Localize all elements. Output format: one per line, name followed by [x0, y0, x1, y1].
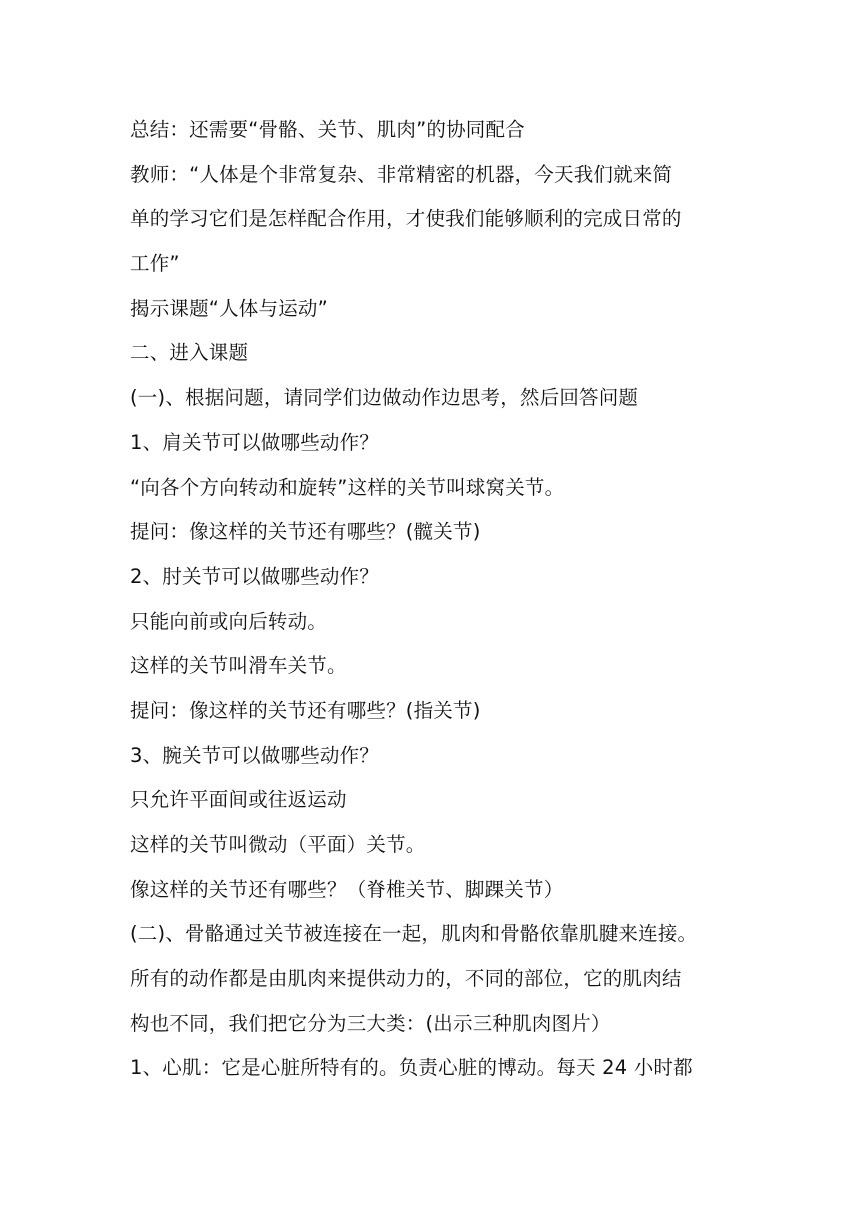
text-line: 这样的关节叫微动（平面）关节。 — [130, 833, 426, 856]
text-line: 2、肘关节可以做哪些动作？ — [130, 564, 380, 588]
text-line: 提问：像这样的关节还有哪些？(髋关节) — [130, 520, 481, 544]
text-line: 单的学习它们是怎样配合作用，才使我们能够顺利的完成日常的 — [130, 207, 682, 231]
text-line: 这样的关节叫滑车关节。 — [130, 654, 347, 678]
document-body — [130, 108, 740, 1091]
text-line: 构也不同，我们把它分为三大类：(出示三种肌肉图片） — [130, 1011, 611, 1035]
text-line: 工作” — [130, 252, 180, 276]
text-line: 只允许平面间或往返运动 — [130, 788, 347, 812]
section-heading: 二、进入课题 — [130, 341, 249, 365]
text-line: 所有的动作都是由肌肉来提供动力的，不同的部位，它的肌肉结 — [130, 967, 682, 991]
text-line: 3、腕关节可以做哪些动作？ — [130, 743, 380, 767]
text-line: 总结：还需要“骨骼、关节、肌肉”的协同配合 — [130, 118, 525, 141]
text-line: (一)、根据问题，请同学们边做动作边思考，然后回答问题 — [130, 386, 639, 410]
text-line: (二)、骨骼通过关节被连接在一起，肌肉和骨骼依靠肌腱来连接。 — [130, 922, 698, 946]
text-line: 只能向前或向后转动。 — [130, 609, 328, 633]
text-line: 像这样的关节还有哪些？（脊椎关节、脚踝关节） — [130, 877, 564, 901]
text-line: 教师：“人体是个非常复杂、非常精密的机器，今天我们就来简 — [130, 162, 673, 186]
text-line: “向各个方向转动和旋转”这样的关节叫球窝关节。 — [130, 475, 565, 499]
text-line: 1、心肌：它是心脏所特有的。负责心脏的博动。每天 24 小时都 — [130, 1056, 693, 1080]
text-line: 提问：像这样的关节还有哪些？(指关节) — [130, 698, 481, 722]
text-line: 揭示课题“人体与运动” — [130, 296, 328, 320]
text-line: 1、肩关节可以做哪些动作？ — [130, 430, 380, 454]
